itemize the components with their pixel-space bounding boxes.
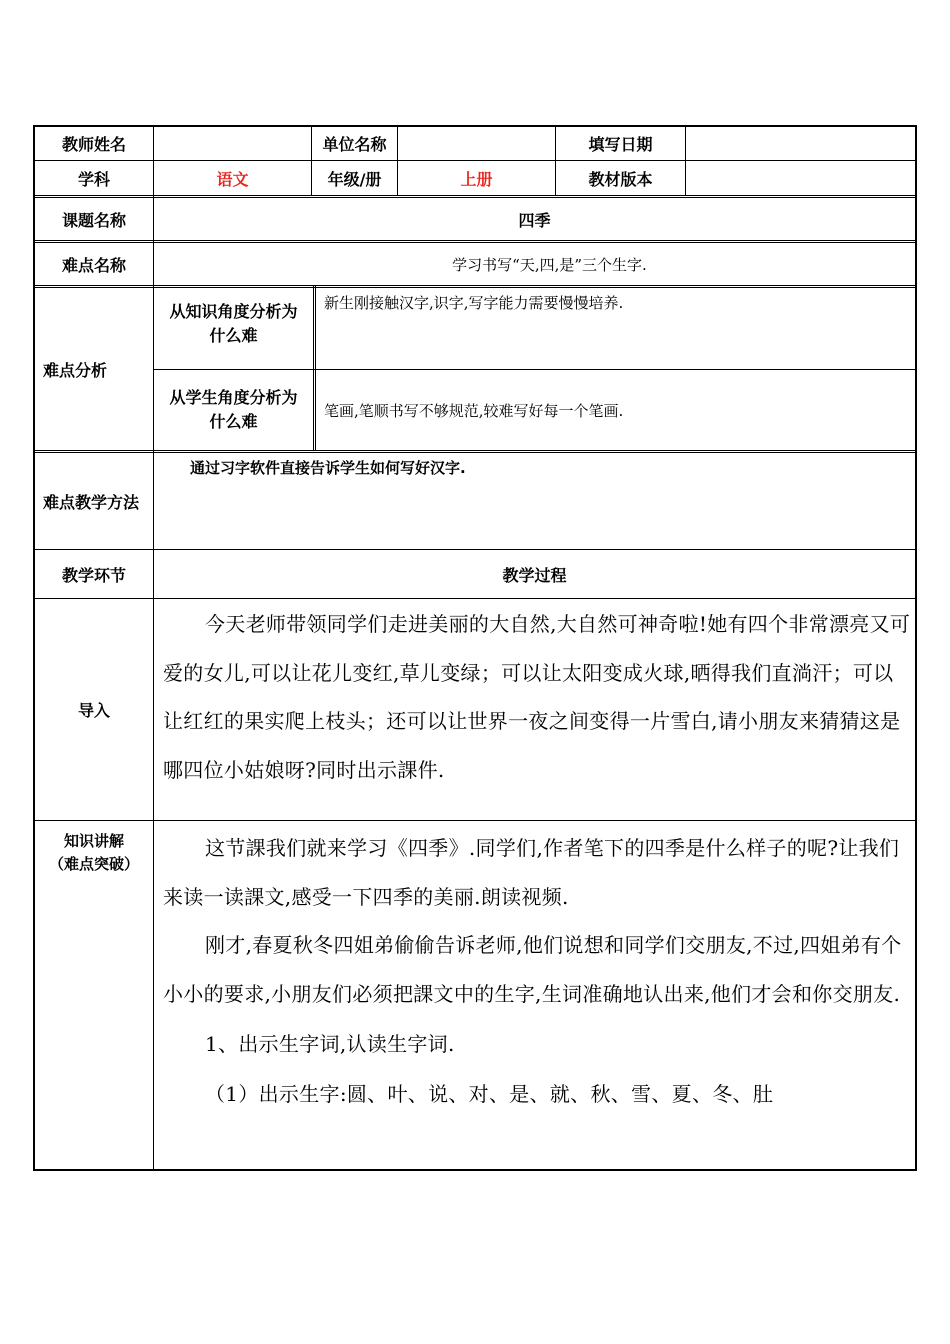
topic-label: 课题名称: [61, 210, 126, 230]
row-divider: [35, 598, 915, 599]
student-angle-value: 笔画,笔顺书写不够规范,较难写好每一个笔画.: [324, 401, 624, 420]
method-value: 通过习字软件直接告诉学生如何写好汉字.: [190, 458, 466, 477]
teacher-name-value[interactable]: [154, 127, 311, 160]
textbook-value[interactable]: [686, 161, 915, 195]
fill-date-value[interactable]: [686, 127, 915, 160]
knowledge-angle-value: 新生刚接触汉字,识字,写字能力需要慢慢培养.: [324, 293, 624, 312]
row-divider: [35, 820, 915, 821]
method-label: 难点教学方法: [43, 492, 140, 512]
fill-date-label: 填写日期: [588, 135, 653, 154]
knowledge-content: [163, 824, 911, 1119]
unit-name-label: 单位名称: [322, 135, 387, 154]
knowledge-step-1-1: （1）出示生字:圆、叶、说、对、是、就、秋、雪、夏、冬、肚: [205, 1082, 774, 1106]
student-angle-label: 从学生角度分析为什么难: [169, 388, 298, 431]
knowledge-paragraph-2: 刚才,春夏秋冬四姐弟偷偷告诉老师,他们说想和同学们交朋友,不过,四姐弟有个小小的要求,小朋友们必须把課文中的生字,生词准确地认出来,他们才会和你交朋友.: [163, 933, 902, 1006]
difficulty-value: 学习书写“天,四,是”三个生字.: [452, 255, 647, 274]
grade-label: 年级/册: [327, 169, 382, 189]
teacher-name-label: 教师姓名: [61, 135, 126, 154]
analysis-label: 难点分析: [43, 360, 108, 380]
unit-name-value[interactable]: [398, 127, 555, 160]
difficulty-label: 难点名称: [61, 255, 126, 275]
knowledge-label-line1: 知识讲解: [63, 831, 124, 850]
intro-label: 导入: [77, 701, 110, 720]
topic-value: 四季: [518, 210, 551, 230]
grade-value: 上册: [460, 169, 493, 189]
subject-label: 学科: [77, 169, 110, 189]
knowledge-paragraph-1: 这节課我们就来学习《四季》.同学们,作者笔下的四季是什么样子的呢?让我们来读一读課文,感受一下四季的美丽.朗读视频.: [163, 836, 900, 909]
textbook-label: 教材版本: [588, 169, 653, 189]
process-header: 教学过程: [502, 565, 567, 585]
stage-header: 教学环节: [61, 565, 126, 585]
knowledge-angle-label: 从知识角度分析为什么难: [169, 301, 298, 345]
knowledge-label-line2: （难点突破）: [48, 854, 139, 873]
column-divider: [313, 286, 316, 451]
knowledge-step-1: 1、出示生字词,认读生字词.: [205, 1032, 455, 1056]
intro-text: 今天老师带领同学们走进美丽的大自然,大自然可神奇啦!她有四个非常漂亮又可爱的女儿,可以让花儿变红,草儿变绿；可以让太阳变成火球,晒得我们直淌汗；可以让红红的果实爬上枝头；还可以让世界一夜之间变得一片雪白,请小朋友来猜猜这是哪四位小姑娘呀?同时出示課件.: [163, 612, 911, 782]
subject-value: 语文: [216, 169, 249, 189]
